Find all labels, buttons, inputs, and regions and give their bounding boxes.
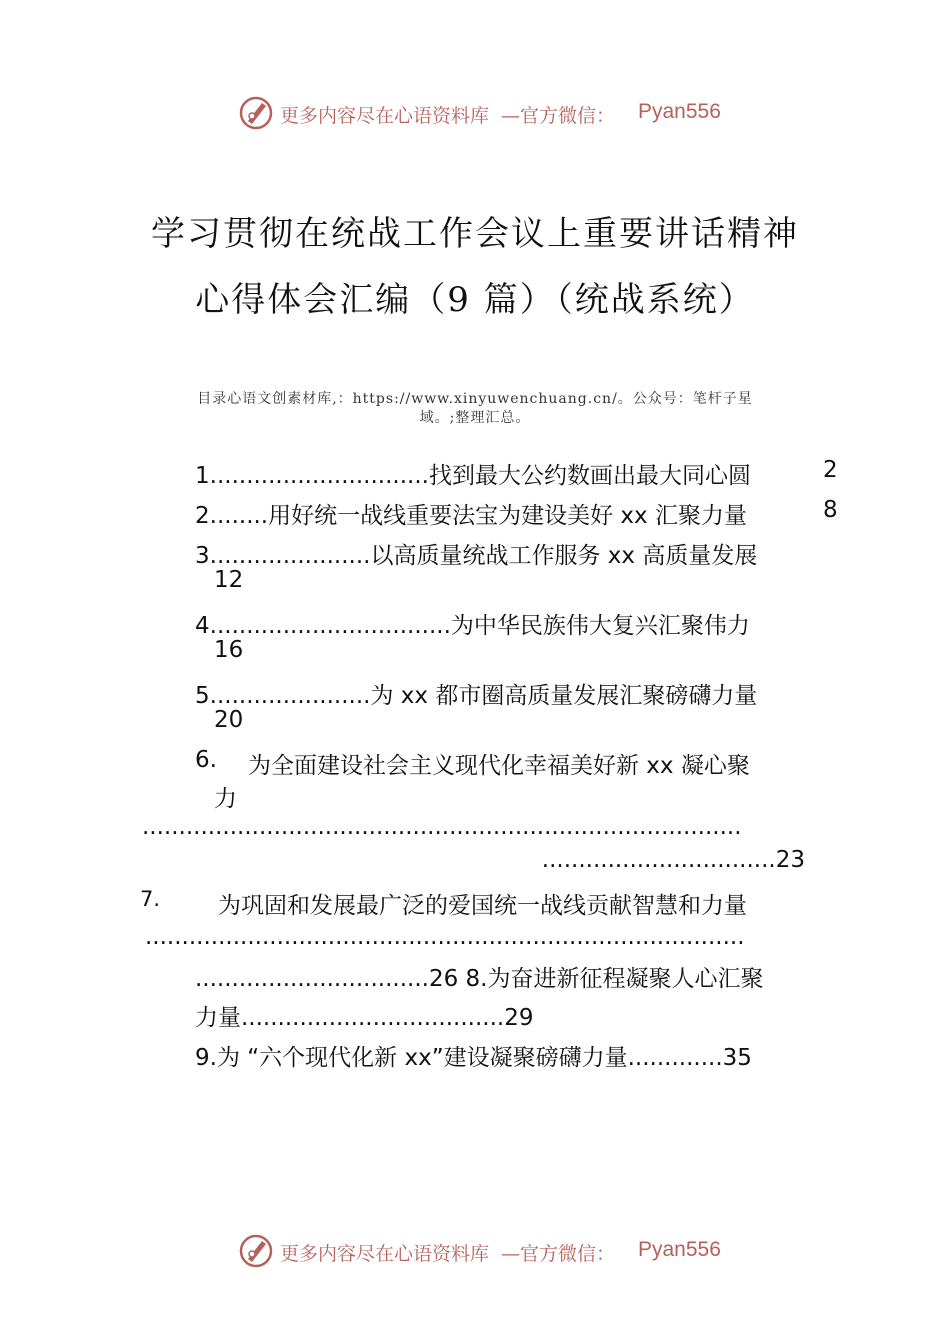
toc-entry-6[interactable]: 为全面建设社会主义现代化幸福美好新 xx 凝心聚 — [248, 753, 750, 779]
watermark-separator: —官方微信： — [501, 1243, 616, 1265]
watermark-wechat-id: Pyan556 — [638, 1238, 721, 1261]
header-watermark — [0, 95, 950, 135]
pen-logo-icon — [238, 1233, 274, 1269]
toc-entry-5[interactable]: 5......................为 xx 都市圈高质量发展汇聚磅礴力量 — [195, 683, 758, 709]
toc-entry-7-page-and-entry-8[interactable]: ................................26 8.为奋进新征程凝聚人心汇聚 — [195, 966, 764, 992]
document-title-line1: 学习贯彻在统战工作会议上重要讲话精神 — [151, 214, 799, 254]
toc-entry-5-page: 20 — [214, 707, 244, 733]
toc-entry-2-page: 8 — [823, 497, 838, 523]
document-title-line2: 心得体会汇编（9 篇）（统战系统） — [195, 280, 755, 320]
toc-entry-6-number: 6. — [195, 747, 217, 773]
toc-entry-3-page: 12 — [214, 567, 244, 593]
toc-entry-2[interactable]: 2........用好统一战线重要法宝为建设美好 xx 汇聚力量 — [195, 503, 747, 529]
toc-entry-8-page: 力量....................................29 — [195, 1005, 534, 1031]
toc-entry-6-dots: .................................................................................. — [142, 814, 742, 840]
toc-entry-9[interactable]: 9.为 “六个现代化新 xx”建设凝聚磅礴力量.............35 — [195, 1045, 752, 1071]
toc-entry-6-wrap: 力 — [214, 786, 237, 812]
toc-entry-1[interactable]: 1..............................找到最大公约数画出最大同心圆 — [195, 463, 751, 489]
toc-entry-7-number: 7. — [140, 887, 161, 911]
watermark-brand: 更多内容尽在心语资料库 — [280, 105, 490, 127]
source-note-line2: 域。;整理汇总。 — [419, 410, 531, 426]
toc-entry-7[interactable]: 为巩固和发展最广泛的爱国统一战线贡献智慧和力量 — [218, 893, 747, 919]
watermark-wechat-id: Pyan556 — [638, 100, 721, 123]
toc-entry-4-page: 16 — [214, 637, 244, 663]
footer-watermark — [0, 1233, 950, 1273]
source-note-line1: 目录心语文创素材库,：https://www.xinyuwenchuang.cn/。公众号：笔杆子星 — [197, 391, 753, 407]
watermark-brand: 更多内容尽在心语资料库 — [280, 1243, 490, 1265]
toc-entry-1-page: 2 — [823, 457, 838, 483]
toc-entry-3[interactable]: 3......................以高质量统战工作服务 xx 高质量发展 — [195, 543, 758, 569]
toc-entry-6-page: ................................23 — [541, 847, 805, 873]
watermark-separator: —官方微信： — [501, 105, 616, 127]
toc-entry-4[interactable]: 4.................................为中华民族伟大复兴汇聚伟力 — [195, 613, 750, 639]
toc-entry-7-dots: .................................................................................. — [145, 924, 745, 950]
pen-logo-icon — [238, 95, 274, 131]
